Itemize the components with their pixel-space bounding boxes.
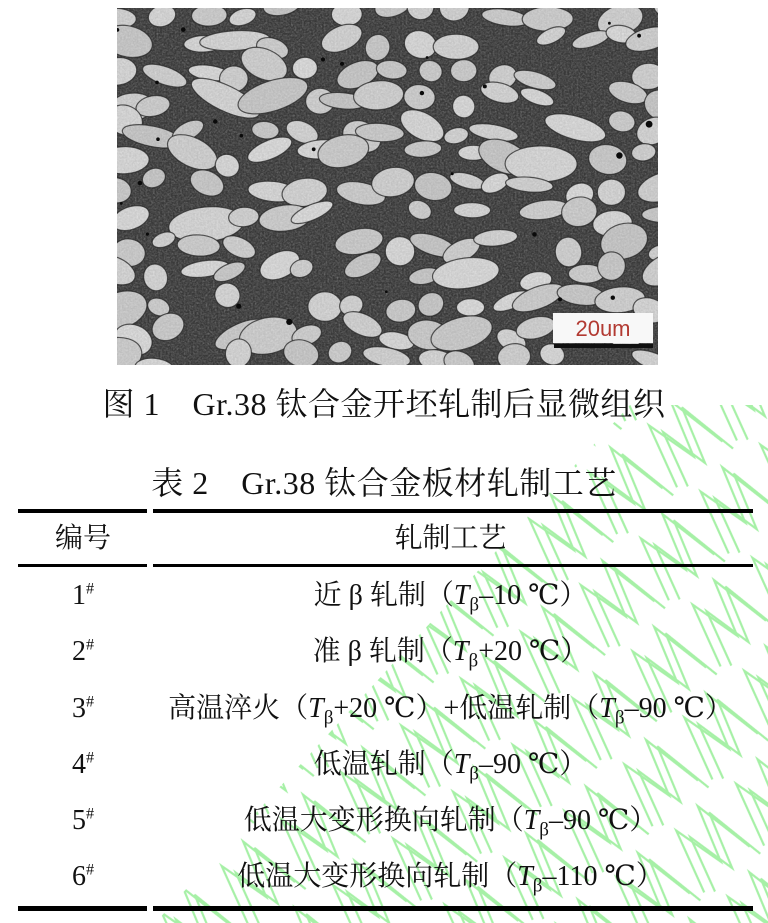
table-rule-header	[153, 564, 753, 567]
row-id: 4	[71, 748, 86, 780]
row-id-cell	[18, 849, 148, 905]
row-id: 2	[71, 636, 86, 668]
row-id-sup: #	[85, 635, 95, 654]
row-process-cell: 准 β 轧制（$T_\beta+20$ ℃）	[312, 636, 589, 672]
row-process-cell: 低温大变形换向轧制（$T_\beta-110$ ℃）	[237, 861, 664, 898]
table-row	[18, 849, 753, 905]
row-process-cell: 高温淬火（$T_\beta+20$ ℃）+低温轧制（$T_\beta-90$ ℃）	[168, 692, 733, 729]
scale-bar-label: 20um	[575, 316, 631, 341]
table-caption: 表 2 Gr.38 钛合金板材轧制工艺	[151, 465, 617, 501]
table-header-row	[18, 513, 753, 564]
row-id: 3	[71, 692, 86, 724]
row-id: 6	[71, 861, 86, 893]
row-id-cell	[18, 793, 148, 849]
header-cell-id: 编号	[54, 523, 111, 554]
row-id-cell	[18, 624, 148, 680]
micrograph-image	[117, 8, 658, 365]
rolling-process-table	[18, 568, 753, 906]
row-id: 5	[71, 805, 86, 837]
micrograph-texture-overlay	[117, 8, 658, 365]
table-row	[18, 737, 753, 793]
row-id-cell	[18, 568, 148, 624]
row-id-sup: #	[85, 804, 95, 823]
row-id-cell	[18, 737, 148, 793]
row-process-cell: 低温大变形换向轧制（$T_\beta-90$ ℃）	[243, 805, 658, 841]
table-row	[18, 793, 753, 849]
row-id-cell	[18, 681, 148, 737]
micrograph-figure	[117, 8, 658, 365]
row-id-sup: #	[85, 692, 95, 711]
table-row	[18, 568, 753, 624]
figure-caption: 图 1 Gr.38 钛合金开坯轧制后显微组织	[102, 386, 666, 422]
header-cell-process: 轧制工艺	[394, 523, 507, 554]
table-row	[18, 624, 753, 680]
row-process-cell: 近 β 轧制（$T_\beta-10$ ℃）	[313, 580, 588, 616]
row-id-sup: #	[85, 861, 95, 880]
row-id-sup: #	[85, 579, 95, 598]
scale-bar-line	[554, 344, 653, 348]
row-id: 1	[71, 580, 86, 611]
scale-bar	[553, 313, 653, 348]
table-row	[18, 681, 753, 737]
row-id-sup: #	[85, 748, 95, 767]
table-rule-bottom	[153, 906, 753, 911]
table-rule-header	[18, 564, 147, 567]
row-process-cell: 低温轧制（$T_\beta-90$ ℃）	[313, 748, 588, 785]
table-rule-bottom	[18, 906, 147, 911]
